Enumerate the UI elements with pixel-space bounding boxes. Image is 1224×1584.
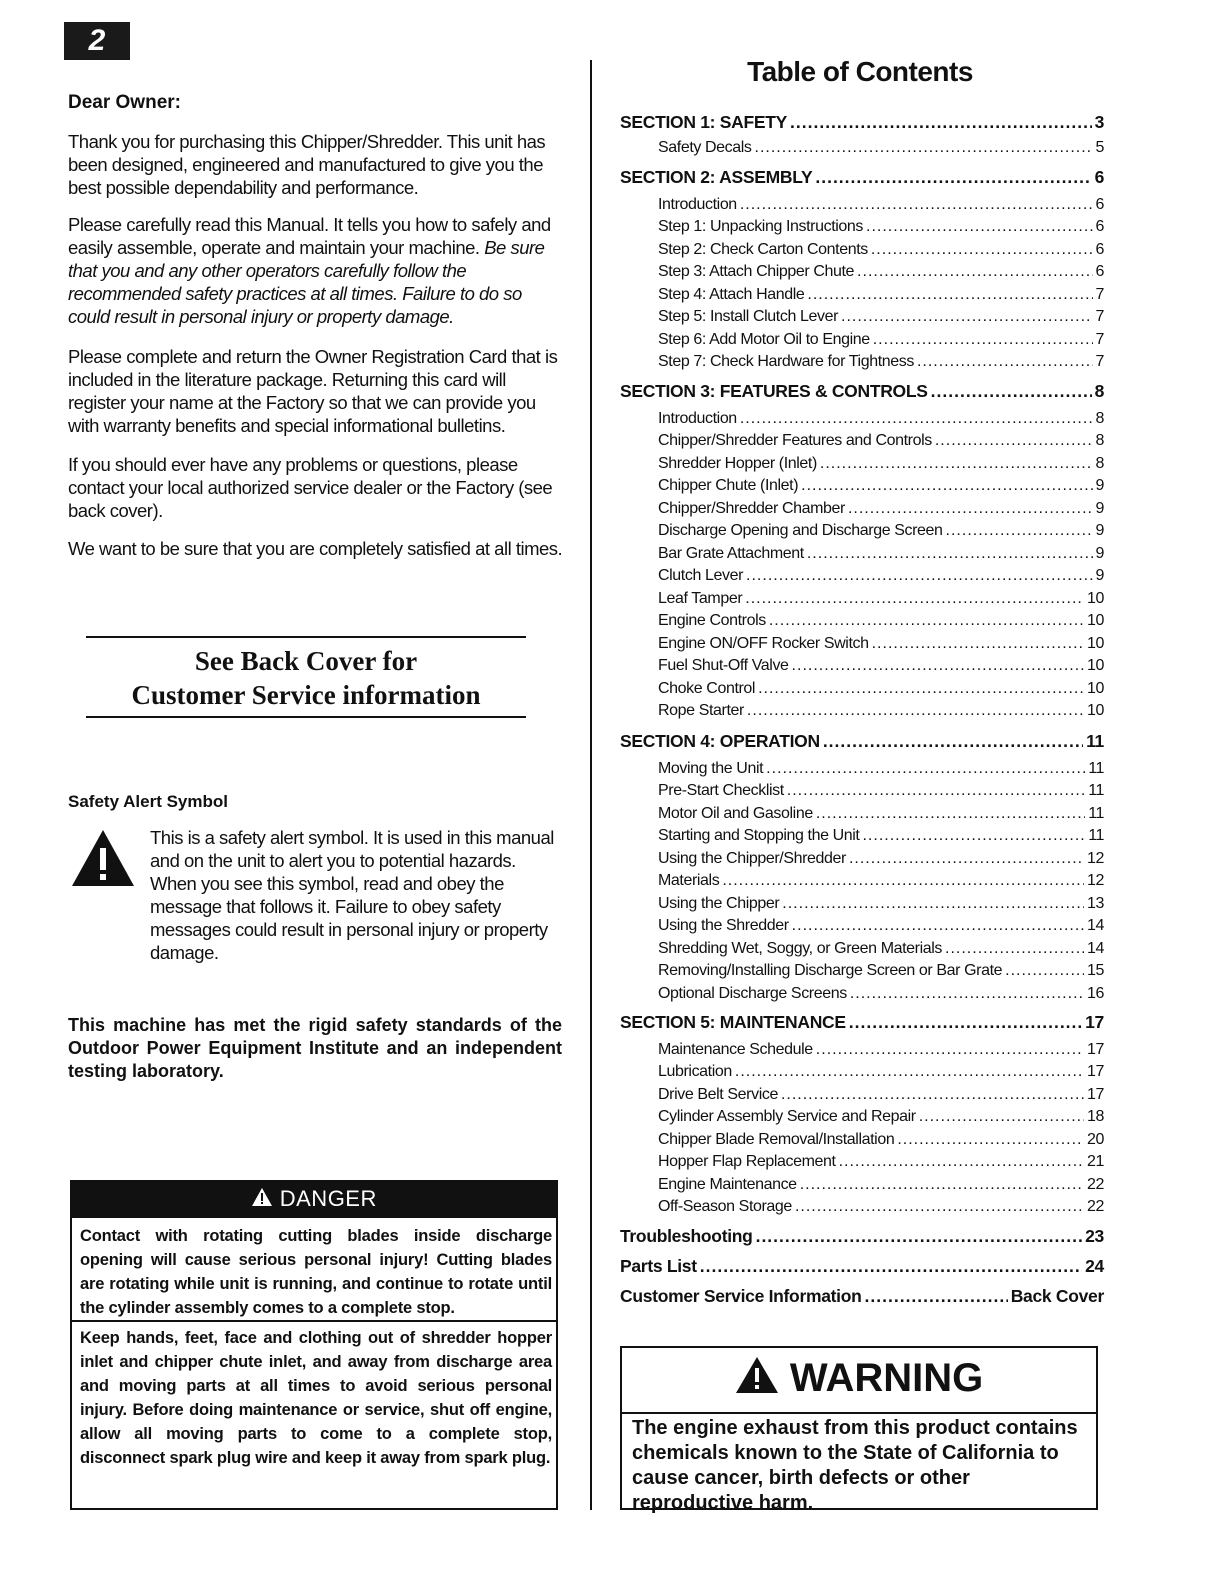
callout-bottom-rule bbox=[86, 716, 526, 718]
letter-paragraph-4: If you should ever have any problems or questions, please contact your local authorized service dealer or the Factory (see back cover). bbox=[68, 454, 553, 521]
toc-leader-dots bbox=[766, 760, 1085, 778]
toc-leader-dots bbox=[747, 702, 1084, 720]
toc-entry bbox=[620, 1012, 1104, 1033]
toc-entry-label: Bar Grate Attachment bbox=[658, 545, 804, 562]
toc-entry-page: 10 bbox=[1087, 612, 1104, 629]
toc-leader-dots bbox=[850, 985, 1084, 1003]
toc-entry-page: 15 bbox=[1087, 962, 1104, 979]
toc-entry-label: Engine Maintenance bbox=[658, 1176, 797, 1193]
toc-leader-dots bbox=[931, 381, 1092, 402]
toc-entry bbox=[620, 1256, 1104, 1277]
toc-entry-page: 12 bbox=[1087, 850, 1104, 867]
toc-entry bbox=[658, 241, 1104, 259]
toc-leader-dots bbox=[849, 1012, 1082, 1033]
toc-entry-page: 17 bbox=[1087, 1063, 1104, 1080]
toc-leader-dots bbox=[849, 850, 1084, 868]
toc-leader-dots bbox=[781, 1086, 1084, 1104]
toc-entry-page: 7 bbox=[1095, 308, 1104, 325]
toc-entry bbox=[620, 1286, 1104, 1307]
toc-entry-page: 16 bbox=[1087, 985, 1104, 1002]
toc-entry bbox=[658, 331, 1104, 349]
toc-leader-dots bbox=[865, 1286, 1008, 1307]
toc-entry bbox=[658, 139, 1104, 157]
toc-entry-page: 10 bbox=[1087, 680, 1104, 697]
letter-paragraph-5: We want to be sure that you are completely satisfied at all times. bbox=[68, 538, 563, 559]
toc-leader-dots bbox=[862, 827, 1085, 845]
toc-entry-label: Step 2: Check Carton Contents bbox=[658, 241, 868, 258]
toc-leader-dots bbox=[807, 286, 1092, 304]
letter-paragraph-1: Thank you for purchasing this Chipper/Shredder. This unit has been designed, engineered and manufactured to give you the best possible dependability and performance. bbox=[68, 131, 546, 198]
toc-entry bbox=[658, 196, 1104, 214]
toc-leader-dots bbox=[795, 1198, 1084, 1216]
toc-entry-label: Introduction bbox=[658, 410, 737, 427]
toc-entry-label: Chipper Chute (Inlet) bbox=[658, 477, 799, 494]
toc-entry bbox=[658, 455, 1104, 473]
toc-entry-label: Pre-Start Checklist bbox=[658, 782, 784, 799]
toc-leader-dots bbox=[839, 1153, 1084, 1171]
toc-entry bbox=[658, 545, 1104, 563]
toc-entry-page: 10 bbox=[1087, 590, 1104, 607]
toc-entry-page: 17 bbox=[1087, 1086, 1104, 1103]
toc-entry-page: 22 bbox=[1087, 1198, 1104, 1215]
toc-entry-page: 10 bbox=[1087, 635, 1104, 652]
toc-entry bbox=[658, 612, 1104, 630]
toc-entry-page: 9 bbox=[1095, 567, 1104, 584]
toc-entry bbox=[658, 590, 1104, 608]
toc-leader-dots bbox=[792, 657, 1084, 675]
toc-entry-page: 17 bbox=[1087, 1041, 1104, 1058]
toc-entry bbox=[620, 731, 1104, 752]
column-divider bbox=[590, 60, 592, 1510]
toc-leader-dots bbox=[935, 432, 1093, 450]
toc-leader-dots bbox=[897, 1131, 1084, 1149]
page-number: 2 bbox=[64, 22, 130, 60]
callout-top-rule bbox=[86, 636, 526, 638]
toc-entry-page: 6 bbox=[1094, 167, 1104, 187]
toc-entry-label: Step 6: Add Motor Oil to Engine bbox=[658, 331, 870, 348]
toc-leader-dots bbox=[872, 635, 1084, 653]
toc-entry-label: SECTION 3: FEATURES & CONTROLS bbox=[620, 381, 928, 401]
warning-separator bbox=[622, 1412, 1096, 1414]
toc-entry-page: 9 bbox=[1095, 500, 1104, 517]
toc-entry-page: 3 bbox=[1094, 112, 1104, 132]
toc-entry-label: Step 1: Unpacking Instructions bbox=[658, 218, 864, 235]
toc-entry bbox=[658, 940, 1104, 958]
toc-entry-page: 10 bbox=[1087, 657, 1104, 674]
toc-entry-label: Chipper/Shredder Features and Controls bbox=[658, 432, 932, 449]
toc-entry-page: 21 bbox=[1087, 1153, 1104, 1170]
toc-leader-dots bbox=[755, 139, 1093, 157]
toc-entry-page: 7 bbox=[1095, 353, 1104, 370]
toc-entry-page: 11 bbox=[1086, 731, 1104, 751]
toc-entry-page: 14 bbox=[1087, 940, 1104, 957]
danger-paragraph-2: Keep hands, feet, face and clothing out of shredder hopper inlet and chipper chute inlet, and away from discharge area and moving parts at all times to avoid serious personal injury. Before doing maintenance or service, shut off engine, allow all moving parts to come to a complete stop, disconnect spark plug wire and keep it away from spark plug. bbox=[80, 1329, 552, 1467]
toc-entry-label: Step 3: Attach Chipper Chute bbox=[658, 263, 855, 280]
danger-triangle-icon bbox=[251, 1181, 273, 1219]
toc-leader-dots bbox=[787, 782, 1085, 800]
toc-leader-dots bbox=[758, 680, 1084, 698]
toc-entry bbox=[658, 635, 1104, 653]
toc-leader-dots bbox=[756, 1226, 1083, 1247]
toc-leader-dots bbox=[919, 1108, 1084, 1126]
toc-entry-page: Back Cover bbox=[1010, 1286, 1104, 1306]
toc-entry bbox=[658, 962, 1104, 980]
toc-entry-page: 9 bbox=[1095, 522, 1104, 539]
toc-entry bbox=[658, 522, 1104, 540]
toc-entry-label: Customer Service Information bbox=[620, 1286, 862, 1306]
toc-entry-page: 14 bbox=[1087, 917, 1104, 934]
toc-entry-label: Cylinder Assembly Service and Repair bbox=[658, 1108, 916, 1125]
toc-entry-page: 8 bbox=[1095, 410, 1104, 427]
toc-leader-dots bbox=[816, 1041, 1084, 1059]
toc-entry-label: Shredder Hopper (Inlet) bbox=[658, 455, 817, 472]
toc-entry-page: 22 bbox=[1087, 1176, 1104, 1193]
toc-entry bbox=[658, 1131, 1104, 1149]
toc-entry bbox=[658, 827, 1104, 845]
toc-entry-label: Removing/Installing Discharge Screen or Bar Grate bbox=[658, 962, 1003, 979]
toc-entry-page: 8 bbox=[1095, 455, 1104, 472]
toc-entry-label: Step 5: Install Clutch Lever bbox=[658, 308, 839, 325]
toc-leader-dots bbox=[917, 353, 1093, 371]
warning-triangle-icon bbox=[70, 828, 136, 893]
toc-entry bbox=[658, 850, 1104, 868]
toc-leader-dots bbox=[866, 218, 1092, 236]
toc-entry-page: 7 bbox=[1095, 286, 1104, 303]
toc-leader-dots bbox=[740, 196, 1093, 214]
toc-entry bbox=[620, 1226, 1104, 1247]
toc-leader-dots bbox=[815, 167, 1091, 188]
toc-leader-dots bbox=[782, 895, 1084, 913]
toc-entry-label: Moving the Unit bbox=[658, 760, 764, 777]
letter-paragraph-3: Please complete and return the Owner Registration Card that is included in the literature package. Returning this card will register your name at the Factory so that we can provide you with warranty benefits and special informational bulletins. bbox=[68, 346, 558, 436]
toc-entry bbox=[620, 167, 1104, 188]
callout-line-2: Customer Service information bbox=[131, 680, 481, 710]
toc-entry-label: Starting and Stopping the Unit bbox=[658, 827, 860, 844]
toc-entry-label: Choke Control bbox=[658, 680, 756, 697]
toc-leader-dots bbox=[823, 731, 1083, 752]
toc-entry-label: Hopper Flap Replacement bbox=[658, 1153, 836, 1170]
toc-entry-page: 12 bbox=[1087, 872, 1104, 889]
danger-separator bbox=[72, 1320, 556, 1322]
toc-leader-dots bbox=[735, 1063, 1084, 1081]
toc-leader-dots bbox=[873, 331, 1093, 349]
danger-paragraph-1: Contact with rotating cutting blades inside discharge opening will cause serious personal injury! Cutting blades are rotating while unit is running, and continue to rotate until the cylinder assembly comes to a complete stop. bbox=[80, 1227, 552, 1317]
toc-entry-page: 20 bbox=[1087, 1131, 1104, 1148]
toc-entry bbox=[658, 1063, 1104, 1081]
toc-entry-page: 5 bbox=[1095, 139, 1104, 156]
toc-entry-label: Lubrication bbox=[658, 1063, 732, 1080]
toc-entry bbox=[620, 112, 1104, 133]
toc-leader-dots bbox=[769, 612, 1084, 630]
toc-leader-dots bbox=[745, 590, 1084, 608]
toc-leader-dots bbox=[857, 263, 1092, 281]
toc-leader-dots bbox=[792, 917, 1084, 935]
toc-entry-label: Step 4: Attach Handle bbox=[658, 286, 805, 303]
toc-entry-label: Fuel Shut-Off Valve bbox=[658, 657, 789, 674]
toc-leader-dots bbox=[800, 1176, 1084, 1194]
toc-entry bbox=[658, 263, 1104, 281]
toc-entry bbox=[658, 1176, 1104, 1194]
toc-entry-page: 11 bbox=[1088, 760, 1104, 777]
toc-entry bbox=[658, 680, 1104, 698]
toc-leader-dots bbox=[946, 522, 1093, 540]
toc-entry bbox=[658, 895, 1104, 913]
toc-entry bbox=[658, 410, 1104, 428]
toc-leader-dots bbox=[841, 308, 1092, 326]
toc-entry bbox=[658, 1086, 1104, 1104]
toc-entry-label: Parts List bbox=[620, 1256, 697, 1276]
toc-entry-label: Safety Decals bbox=[658, 139, 752, 156]
toc-entry-label: Maintenance Schedule bbox=[658, 1041, 813, 1058]
toc-entry bbox=[620, 381, 1104, 402]
toc-entry bbox=[658, 1198, 1104, 1216]
toc-entry bbox=[658, 1153, 1104, 1171]
toc-entry-page: 11 bbox=[1088, 805, 1104, 822]
toc-entry bbox=[658, 353, 1104, 371]
toc-leader-dots bbox=[740, 410, 1093, 428]
toc-entry-page: 11 bbox=[1088, 827, 1104, 844]
toc-entry-label: Using the Shredder bbox=[658, 917, 789, 934]
toc-leader-dots bbox=[816, 805, 1085, 823]
warning-text: The engine exhaust from this product contains chemicals known to the State of California to cause cancer, birth defects or other reproductive harm. bbox=[632, 1417, 1078, 1514]
toc-entry-label: Using the Chipper bbox=[658, 895, 780, 912]
toc-leader-dots bbox=[722, 872, 1084, 890]
toc-entry-label: Chipper Blade Removal/Installation bbox=[658, 1131, 895, 1148]
toc-entry-label: Using the Chipper/Shredder bbox=[658, 850, 846, 867]
toc-entry bbox=[658, 308, 1104, 326]
toc-entry bbox=[658, 500, 1104, 518]
toc-entry-label: SECTION 4: OPERATION bbox=[620, 731, 820, 751]
letter-paragraph-2 bbox=[68, 213, 564, 328]
danger-header bbox=[70, 1180, 558, 1218]
toc-entry-label: SECTION 1: SAFETY bbox=[620, 112, 788, 132]
toc-entry bbox=[658, 805, 1104, 823]
toc-entry bbox=[658, 218, 1104, 236]
toc-entry-label: Engine ON/OFF Rocker Switch bbox=[658, 635, 869, 652]
toc-entry-label: Discharge Opening and Discharge Screen bbox=[658, 522, 943, 539]
toc-entry-page: 18 bbox=[1087, 1108, 1104, 1125]
toc-entry bbox=[658, 782, 1104, 800]
toc-entry-page: 13 bbox=[1087, 895, 1104, 912]
toc-entry-label: Off-Season Storage bbox=[658, 1198, 792, 1215]
toc-entry-label: Materials bbox=[658, 872, 720, 889]
letter-paragraph-2-emphasis: Be sure that you and any other operators carefully follow the recommended safety practices at all times. Failure to do so could result in personal injury or property damage. bbox=[68, 237, 545, 327]
toc-entry-page: 10 bbox=[1087, 702, 1104, 719]
toc-entry-page: 24 bbox=[1085, 1256, 1104, 1276]
toc-leader-dots bbox=[1005, 962, 1084, 980]
toc-entry bbox=[658, 702, 1104, 720]
toc-entry-page: 9 bbox=[1095, 545, 1104, 562]
danger-title: DANGER bbox=[279, 1186, 377, 1211]
toc-entry-page: 6 bbox=[1095, 241, 1104, 258]
toc-entry-page: 6 bbox=[1095, 218, 1104, 235]
letter-paragraph-2-plain: Please carefully read this Manual. It tells you how to safely and easily assemble, operate and maintain your machine. bbox=[68, 214, 551, 258]
safety-alert-heading: Safety Alert Symbol bbox=[68, 792, 228, 811]
toc-entry-label: Motor Oil and Gasoline bbox=[658, 805, 813, 822]
toc-leader-dots bbox=[801, 477, 1092, 495]
toc-leader-dots bbox=[820, 455, 1093, 473]
toc-entry-page: 23 bbox=[1085, 1226, 1104, 1246]
toc-leader-dots bbox=[945, 940, 1084, 958]
toc-entry-page: 6 bbox=[1095, 263, 1104, 280]
toc-entry-label: SECTION 5: MAINTENANCE bbox=[620, 1012, 846, 1032]
toc-entry-page: 17 bbox=[1085, 1012, 1104, 1032]
toc-entry-page: 7 bbox=[1095, 331, 1104, 348]
toc-leader-dots bbox=[871, 241, 1093, 259]
toc-entry-label: Leaf Tamper bbox=[658, 590, 743, 607]
letter-salutation: Dear Owner: bbox=[68, 92, 181, 113]
toc-entry-label: Engine Controls bbox=[658, 612, 766, 629]
toc-leader-dots bbox=[746, 567, 1092, 585]
toc-entry-page: 8 bbox=[1095, 432, 1104, 449]
toc-entry bbox=[658, 1108, 1104, 1126]
warning-header bbox=[620, 1356, 1098, 1404]
toc-entry bbox=[658, 432, 1104, 450]
toc-entry-label: Optional Discharge Screens bbox=[658, 985, 847, 1002]
toc-title: Table of Contents bbox=[747, 56, 973, 87]
toc-entry bbox=[658, 286, 1104, 304]
toc-entry-label: Troubleshooting bbox=[620, 1226, 753, 1246]
toc-entry-page: 9 bbox=[1095, 477, 1104, 494]
warning-title: WARNING bbox=[789, 1356, 984, 1400]
toc-entry-label: Drive Belt Service bbox=[658, 1086, 778, 1103]
toc-entry-page: 6 bbox=[1095, 196, 1104, 213]
safety-alert-text: This is a safety alert symbol. It is used in this manual and on the unit to alert you to potential hazards. When you see this symbol, read and obey the message that follows it. Failure to obey safety messages could result in personal injury or property damage. bbox=[150, 827, 554, 963]
toc-entry bbox=[658, 657, 1104, 675]
toc-entry-label: Shredding Wet, Soggy, or Green Materials bbox=[658, 940, 943, 957]
toc-leader-dots bbox=[790, 112, 1092, 133]
callout-line-1: See Back Cover for bbox=[194, 646, 418, 676]
toc-entry bbox=[658, 567, 1104, 585]
toc-entry bbox=[658, 477, 1104, 495]
toc-entry-label: SECTION 2: ASSEMBLY bbox=[620, 167, 813, 187]
toc-entry-label: Chipper/Shredder Chamber bbox=[658, 500, 845, 517]
toc-entry-label: Introduction bbox=[658, 196, 737, 213]
toc-entry bbox=[658, 917, 1104, 935]
toc-entry bbox=[658, 872, 1104, 890]
toc-leader-dots bbox=[700, 1256, 1082, 1277]
toc-entry bbox=[658, 985, 1104, 1003]
toc-entry bbox=[658, 1041, 1104, 1059]
toc-entry-label: Step 7: Check Hardware for Tightness bbox=[658, 353, 914, 370]
toc-leader-dots bbox=[807, 545, 1093, 563]
toc-entry-label: Clutch Lever bbox=[658, 567, 744, 584]
toc-entry-page: 8 bbox=[1094, 381, 1104, 401]
toc-entry bbox=[658, 760, 1104, 778]
toc-entry-label: Rope Starter bbox=[658, 702, 744, 719]
toc-leader-dots bbox=[848, 500, 1093, 518]
warning-triangle-icon bbox=[735, 1356, 779, 1404]
toc-entry-page: 11 bbox=[1088, 782, 1104, 799]
standards-note: This machine has met the rigid safety standards of the Outdoor Power Equipment Institute and an independent testing laboratory. bbox=[68, 1015, 562, 1081]
